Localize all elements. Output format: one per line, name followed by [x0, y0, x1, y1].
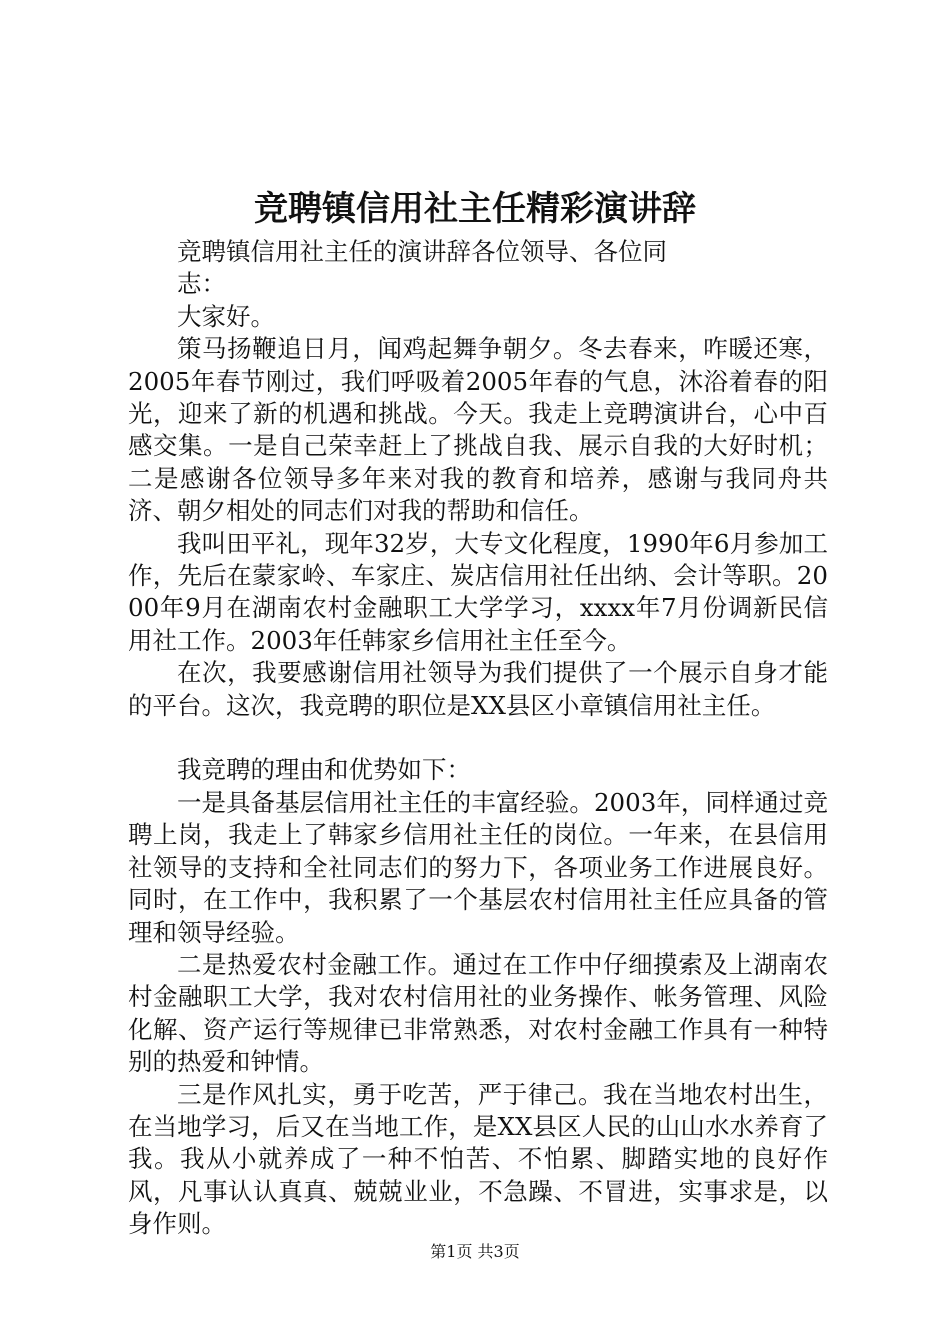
- paragraph: 我叫田平礼，现年32岁，大专文化程度，1990年6月参加工作，先后在蒙家岭、车家庄、炭店信用社任出纳、会计等职。2000年9月在湖南农村金融职工大学学习，xxxx年7月份调新民信用社工作。2003年任韩家乡信用社主任至今。: [128, 528, 828, 655]
- salutation: 竞聘镇信用社主任的演讲辞各位领导、各位同志：: [177, 237, 667, 299]
- paragraph: 一是具备基层信用社主任的丰富经验。2003年，同样通过竞聘上岗，我走上了韩家乡信用社主任的岗位。一年来，在县信用社领导的支持和全社同志们的努力下，各项业务工作进展良好。同时，在工作中，我积累了一个基层农村信用社主任应具备的管理和领导经验。: [128, 787, 828, 947]
- paragraph: 我竞聘的理由和优势如下：: [177, 755, 471, 785]
- greeting: 大家好。: [177, 301, 275, 331]
- paragraph: 策马扬鞭追日月，闻鸡起舞争朝夕。冬去春来，咋暖还寒，2005年春节刚过，我们呼吸着2005年春的气息，沐浴着春的阳光，迎来了新的机遇和挑战。今天。我走上竞聘演讲台，心中百感交集。一是自己荣幸赶上了挑战自我、展示自我的大好时机；二是感谢各位领导多年来对我的教育和培养，感谢与我同舟共济、朝夕相处的同志们对我的帮助和信任。: [128, 334, 828, 526]
- document-body: [128, 236, 828, 1241]
- document-title: 竞聘镇信用社主任精彩演讲辞: [254, 189, 696, 229]
- paragraph: 二是热爱农村金融工作。通过在工作中仔细摸索及上湖南农村金融职工大学，我对农村信用社的业务操作、帐务管理、风险化解、资产运行等规律已非常熟悉，对农村金融工作具有一种特别的热爱和钟情。: [128, 949, 828, 1077]
- paragraph: 三是作风扎实，勇于吃苦，严于律己。我在当地农村出生，在当地学习，后又在当地工作，是XX县区人民的山山水水养育了我。我从小就养成了一种不怕苦、不怕累、脚踏实地的良好作风，凡事认认真真、兢兢业业，不急躁、不冒进，实事求是，以身作则。: [128, 1079, 828, 1239]
- paragraph: 在次，我要感谢信用社领导为我们提供了一个展示自身才能的平台。这次，我竞聘的职位是XX县区小章镇信用社主任。: [128, 658, 828, 720]
- page-footer: 第1页 共3页: [430, 1242, 520, 1261]
- paragraph-gap: [128, 722, 828, 754]
